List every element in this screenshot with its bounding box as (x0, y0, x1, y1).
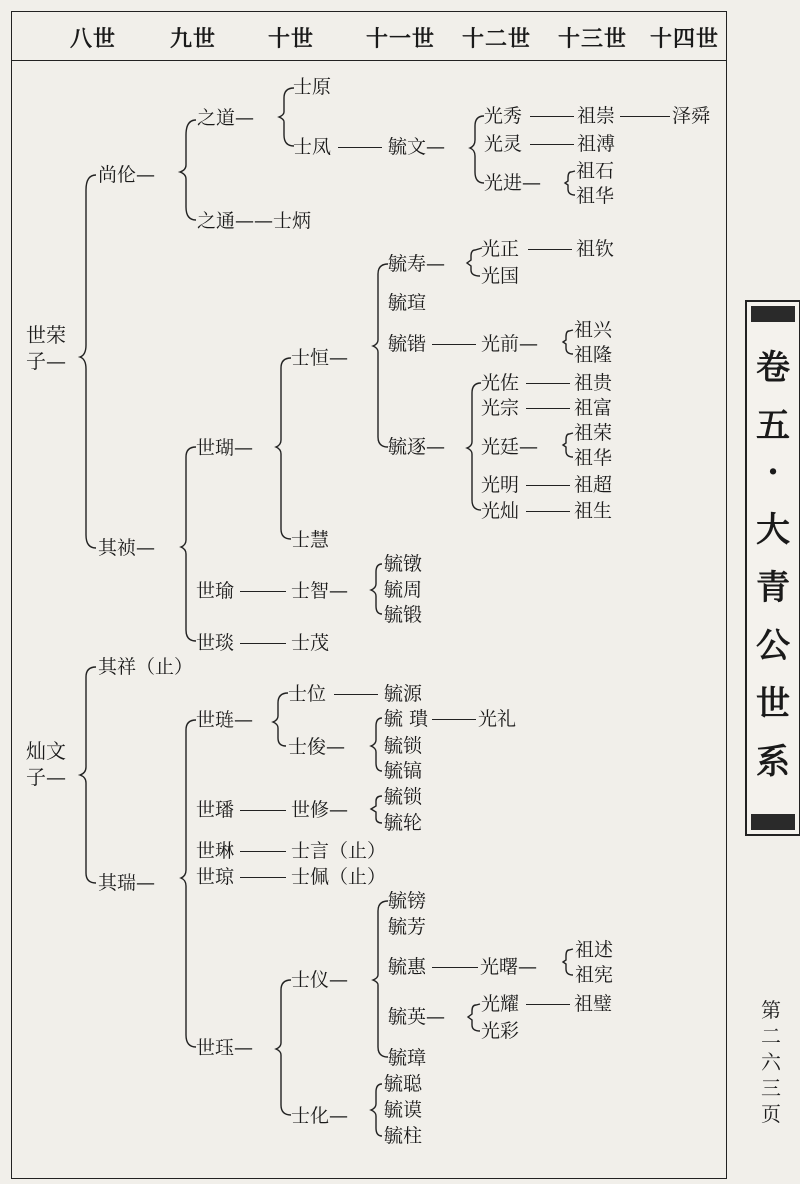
person-node: 祖荣 (574, 422, 613, 444)
connector-line (240, 851, 286, 852)
side-tab-char: 系 (756, 742, 790, 782)
person-node: 光国 (481, 265, 520, 287)
person-node: 毓芳 (388, 916, 427, 938)
person-node: 毓瑄 (388, 292, 427, 314)
person-node: 光耀 (481, 993, 520, 1015)
person-node: 士言（止） (291, 840, 387, 862)
person-node: 毓聪 (384, 1073, 423, 1095)
person-node: 祖华 (574, 447, 613, 469)
side-tab-char: 大 (756, 510, 790, 550)
gen-8: 八世 (70, 26, 117, 52)
person-node: 祖宪 (575, 964, 614, 986)
person-node: 士化— (291, 1105, 349, 1127)
person-node: 毓镐 (384, 760, 423, 782)
person-node: 毓柱 (384, 1125, 423, 1147)
person-node: 光礼 (478, 708, 517, 730)
connector-line (526, 485, 570, 486)
page-number-char: 第 (761, 998, 781, 1022)
connector-line (526, 1004, 570, 1005)
connector-line (432, 967, 478, 968)
page-number-char: 二 (761, 1024, 781, 1048)
person-node: 毓璋 (388, 1047, 427, 1069)
connector-line (240, 877, 286, 878)
person-node: 毓 璝 (384, 708, 429, 730)
person-node: 毓锁 (384, 786, 423, 808)
connector-line (432, 344, 476, 345)
person-node: 毓逐— (388, 436, 446, 458)
person-node: 毓锴 (388, 333, 427, 355)
person-node: 其祥（止） (98, 656, 194, 678)
person-node: 士智— (291, 580, 349, 602)
person-node: 士俊— (288, 736, 346, 758)
side-tab-char: 公 (756, 626, 790, 666)
person-node: 士位 (288, 683, 327, 705)
header-divider (11, 60, 726, 61)
person-node: 其瑞— (98, 872, 156, 894)
connector-line (530, 116, 574, 117)
person-node: 光进— (484, 172, 542, 194)
person-node: 世瑚— (196, 437, 254, 459)
person-node: 毓谟 (384, 1099, 423, 1121)
person-node: 世珏— (196, 1037, 254, 1059)
gen-13: 十三世 (558, 26, 628, 52)
gen-14: 十四世 (650, 26, 720, 52)
person-node: 祖石 (576, 160, 615, 182)
gen-9: 九世 (170, 26, 217, 52)
person-node: 毓镑 (388, 890, 427, 912)
page-number-char: 六 (761, 1050, 781, 1074)
person-node: 泽舜 (672, 105, 711, 127)
person-node: 世琼 (196, 866, 235, 888)
connector-line (530, 144, 574, 145)
person-node: 毓源 (384, 683, 423, 705)
gen-10: 十世 (268, 26, 315, 52)
person-node: 祖富 (574, 397, 613, 419)
person-node: 之通——士炳 (197, 210, 312, 232)
person-node: 光佐 (481, 372, 520, 394)
person-node: 士凤 (293, 136, 332, 158)
person-node: 尚伦— (98, 164, 156, 186)
person-node: 光秀 (484, 105, 523, 127)
person-node: 之道— (197, 107, 255, 129)
chapter-side-tab (745, 300, 800, 836)
person-node: 世修— (291, 799, 349, 821)
connector-line (240, 591, 286, 592)
connector-line (528, 249, 572, 250)
person-node: 祖生 (574, 500, 613, 522)
person-node: 祖溥 (577, 133, 616, 155)
connector-line (338, 147, 382, 148)
gen-11: 十一世 (366, 26, 436, 52)
person-node: 士仪— (291, 969, 349, 991)
side-tab-char: 五 (756, 406, 790, 446)
connector-line (334, 694, 378, 695)
person-node: 祖兴 (574, 319, 613, 341)
person-node: 祖崇 (577, 105, 616, 127)
person-node: 世琳 (196, 840, 235, 862)
side-tab-char: · (767, 452, 779, 492)
person-node: 士佩（止） (291, 866, 387, 888)
person-node: 士慧 (291, 529, 330, 551)
person-node: 毓锻 (384, 604, 423, 626)
person-node: 毓锁 (384, 735, 423, 757)
person-node: 毓周 (384, 579, 423, 601)
person-node: 祖钦 (576, 238, 615, 260)
connector-line (526, 511, 570, 512)
side-tab-char: 卷 (756, 348, 790, 388)
connector-line (526, 383, 570, 384)
connector-line (432, 719, 476, 720)
person-node: 光彩 (481, 1020, 520, 1042)
person-node: 世荣子— (26, 323, 66, 373)
page-number-char: 页 (761, 1102, 781, 1126)
page-frame (11, 11, 727, 1179)
person-node: 祖述 (575, 939, 614, 961)
person-node: 光前— (481, 333, 539, 355)
connector-line (620, 116, 670, 117)
person-node: 祖贵 (574, 372, 613, 394)
person-node: 光廷— (481, 436, 539, 458)
person-node: 灿文子— (26, 739, 66, 789)
person-node: 毓镦 (384, 553, 423, 575)
person-node: 毓惠 (388, 956, 427, 978)
gen-12: 十二世 (462, 26, 532, 52)
person-node: 士恒— (291, 347, 349, 369)
person-node: 祖超 (574, 474, 613, 496)
connector-line (240, 643, 286, 644)
person-node: 光明 (481, 474, 520, 496)
connector-line (526, 408, 570, 409)
side-tab-char: 世 (756, 684, 790, 724)
person-node: 光灵 (484, 133, 523, 155)
person-node: 祖华 (576, 185, 615, 207)
person-node: 光灿 (481, 500, 520, 522)
side-tab-char: 青 (756, 568, 790, 608)
person-node: 光宗 (481, 397, 520, 419)
person-node: 毓英— (388, 1006, 446, 1028)
person-node: 光曙— (480, 956, 538, 978)
person-node: 毓文— (388, 136, 446, 158)
person-node: 士茂 (291, 632, 330, 654)
person-node: 世琰 (196, 632, 235, 654)
connector-line (240, 810, 286, 811)
person-node: 其祯— (98, 537, 156, 559)
person-node: 毓寿— (388, 253, 446, 275)
person-node: 世瑜 (196, 580, 235, 602)
page-number-char: 三 (761, 1076, 781, 1100)
person-node: 祖隆 (574, 344, 613, 366)
person-node: 毓轮 (384, 812, 423, 834)
person-node: 祖璧 (574, 993, 613, 1015)
person-node: 世琏— (196, 709, 254, 731)
person-node: 士原 (293, 76, 332, 98)
person-node: 光正 (481, 238, 520, 260)
person-node: 世璠 (196, 799, 235, 821)
